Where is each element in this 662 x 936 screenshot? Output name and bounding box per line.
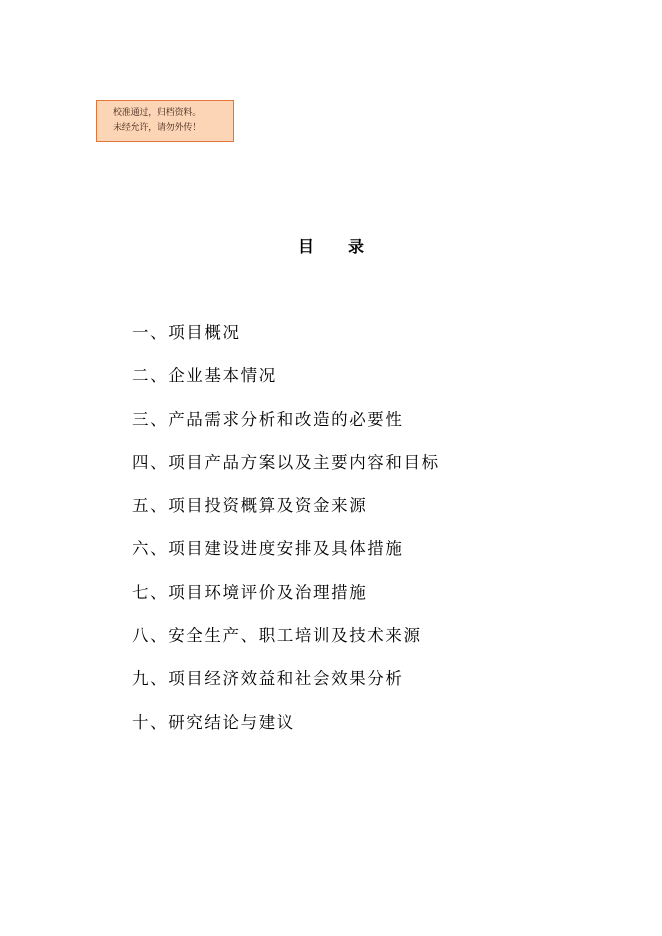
- toc-item-1[interactable]: 一、项目概况: [132, 323, 241, 342]
- toc-item-2[interactable]: 二、企业基本情况: [132, 366, 277, 386]
- toc-item-4[interactable]: 四、项目产品方案以及主要内容和目标: [132, 452, 440, 472]
- toc-item-5[interactable]: 五、项目投资概算及资金来源: [132, 496, 368, 516]
- notice-line-1: 校准通过，归档资料。: [113, 108, 202, 118]
- toc-title: [0, 234, 662, 258]
- toc-item-3[interactable]: 三、产品需求分析和改造的必要性: [132, 409, 404, 429]
- toc-title-char-1: 目: [297, 237, 314, 256]
- toc-title-char-2: 录: [348, 237, 365, 256]
- notice-line-2: 未经允许，请勿外传！: [113, 123, 202, 133]
- toc-item-10[interactable]: 十、研究结论与建议: [132, 712, 295, 732]
- table-of-contents: [132, 322, 440, 755]
- archive-notice-stamp: [96, 100, 234, 142]
- toc-item-7[interactable]: 七、项目环境评价及治理措施: [132, 582, 368, 602]
- toc-item-6[interactable]: 六、项目建设进度安排及具体措施: [132, 539, 404, 559]
- toc-item-9[interactable]: 九、项目经济效益和社会效果分析: [132, 669, 404, 689]
- toc-item-8[interactable]: 八、安全生产、职工培训及技术来源: [132, 626, 422, 646]
